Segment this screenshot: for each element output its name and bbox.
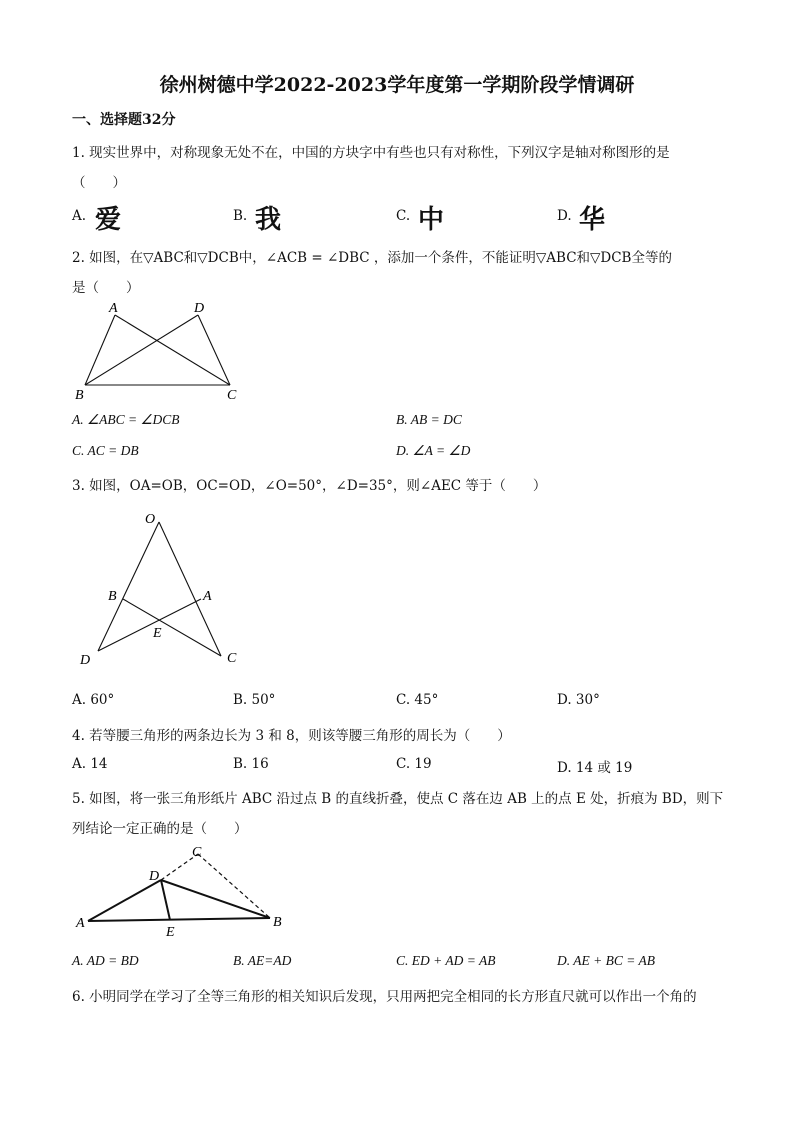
q3-label-a: A [203,589,212,604]
question-3-text: 3. 如图，OA=OB，OC=OD，∠O=50°，∠D=35°，则∠AEC 等于（ ） [72,478,547,494]
q1-option-c-char: 中 [418,205,445,235]
q1-option-b-letter: B. [233,208,248,224]
q3-figure [70,506,250,671]
q1-option-c-letter: C. [396,208,411,224]
q2-label-b: B [75,388,84,403]
q1-option-d-char: 华 [579,205,606,235]
q1-option-a-letter: A. [72,208,87,224]
q3-option-d: D. 30° [557,692,600,708]
q2-option-a: A. ∠ABC = ∠DCB [72,412,180,427]
q3-label-e: E [153,626,162,641]
q3-option-b: B. 50° [233,692,276,708]
q4-option-b: B. 16 [233,756,269,772]
q5-label-e: E [166,925,175,940]
q5-option-d: D. AE + BC = AB [557,953,655,968]
q2-label-d: D [194,301,205,316]
q3-option-a: A. 60° [72,692,115,708]
question-2-text-cont: 是（ ） [72,280,140,296]
page-title: 徐州树德中学2022-2023学年度第一学期阶段学情调研 [159,74,635,96]
question-2-text: 2. 如图，在▽ABC和▽DCB中，∠ACB = ∠DBC ，添加一个条件，不能证明▽ABC和▽DCB全等的 [72,250,672,266]
q5-option-c: C. ED + AD = AB [396,953,496,968]
q1-option-b-char: 我 [255,205,282,235]
q3-label-c: C [227,651,237,666]
q3-label-b: B [108,589,117,604]
q5-label-d: D [149,869,160,884]
question-1-paren: （ ） [72,175,126,191]
q1-option-a-char: 爱 [95,205,122,235]
q5-option-a: A. AD = BD [72,953,139,968]
q2-option-d: D. ∠A = ∠D [396,443,471,458]
q3-option-c: C. 45° [396,692,439,708]
q2-label-a: A [109,301,118,316]
question-5-text-cont: 列结论一定正确的是（ ） [72,821,248,837]
question-4-text: 4. 若等腰三角形的两条边长为 3 和 8，则该等腰三角形的周长为（ ） [72,728,511,744]
q5-label-b: B [273,915,282,930]
q2-option-c: C. AC = DB [72,443,139,458]
q3-label-d: D [80,653,91,668]
question-5-text: 5. 如图，将一张三角形纸片 ABC 沿过点 B 的直线折叠，使点 C 落在边 AB 上的点 E 处，折痕为 BD，则下 [72,791,724,807]
q3-label-o: O [145,512,156,527]
q2-option-b: B. AB = DC [396,412,462,427]
question-6-text: 6. 小明同学在学习了全等三角形的相关知识后发现，只用两把完全相同的长方形直尺就可以作出一个角的 [72,989,697,1005]
q4-option-d: D. 14 或 19 [557,760,633,776]
q1-option-d-letter: D. [557,208,572,224]
q5-option-b: B. AE=AD [233,953,292,968]
q5-figure [70,838,295,943]
q4-option-a: A. 14 [72,756,108,772]
q2-figure [70,298,250,406]
q2-label-c: C [227,388,237,403]
q4-option-c: C. 19 [396,756,432,772]
q5-label-a: A [76,916,85,931]
question-1-text: 1. 现实世界中，对称现象无处不在，中国的方块字中有些也只有对称性，下列汉字是轴对称图形的是 [72,145,670,161]
section-heading: 一、选择题32分 [72,112,176,128]
q5-label-c: C [192,845,202,860]
